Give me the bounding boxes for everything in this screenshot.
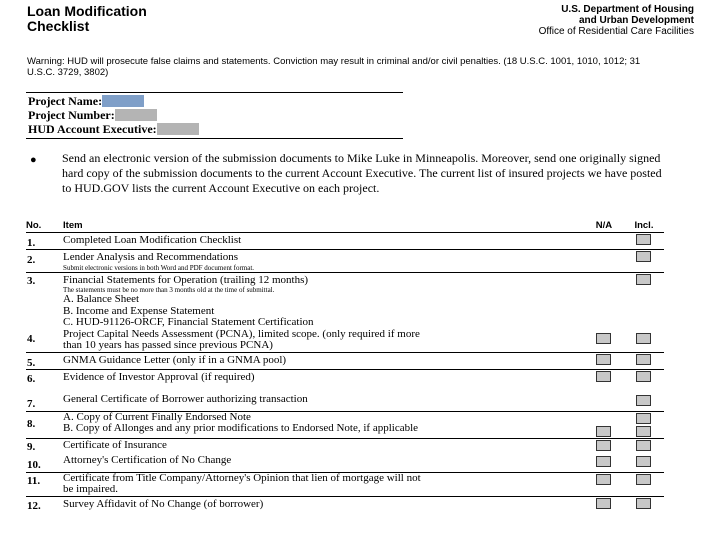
header-no: No. [26, 220, 63, 232]
item-text: Lender Analysis and Recommendations [63, 251, 239, 263]
table-row [26, 411, 664, 438]
redacted-project-number [115, 109, 157, 121]
included-checkbox[interactable] [636, 440, 651, 451]
header-na: N/A [584, 220, 624, 232]
project-number-label: Project Number: [28, 108, 115, 122]
agency-line-3: Office of Residential Care Facilities [538, 26, 694, 37]
item-subtext: B. Income and Expense Statement [63, 304, 215, 317]
included-checkbox[interactable] [636, 498, 651, 509]
item-subtext: B. Copy of Allonges and any prior modifications to Endorsed Note, if applicable [63, 422, 419, 434]
title-line-2: Checklist [27, 18, 90, 34]
included-checkbox[interactable] [636, 395, 651, 406]
na-checkbox[interactable] [596, 474, 611, 485]
included-checkbox[interactable] [636, 426, 651, 437]
table-row [26, 352, 664, 370]
included-checkbox[interactable] [636, 354, 651, 365]
item-text: Evidence of Investor Approval (if required) [63, 371, 255, 383]
item-number: 7. [26, 394, 63, 411]
project-name-row [28, 94, 403, 108]
item-subtext: C. HUD-91126-ORCF, Financial Statement Certification [63, 316, 314, 328]
included-checkbox[interactable] [636, 456, 651, 467]
agency-block [539, 4, 694, 37]
account-executive-row [28, 122, 403, 136]
item-text: Completed Loan Modification Checklist [63, 232, 584, 250]
na-checkbox[interactable] [596, 333, 611, 344]
item-text: GNMA Guidance Letter (only if in a GNMA pool) [63, 352, 584, 370]
table-row [26, 250, 664, 273]
account-executive-label: HUD Account Executive: [28, 122, 157, 136]
document-title [27, 4, 147, 34]
included-checkbox[interactable] [636, 413, 651, 424]
header-item: Item [63, 220, 584, 232]
redacted-account-executive [157, 123, 199, 135]
na-checkbox[interactable] [596, 426, 611, 437]
included-checkbox[interactable] [636, 474, 651, 485]
table-row [26, 232, 664, 250]
redacted-project-name [102, 95, 144, 107]
header-incl: Incl. [624, 220, 664, 232]
item-number: 3. [27, 274, 36, 287]
item-number: 6. [27, 373, 36, 385]
table-row [26, 455, 664, 472]
item-text: Project Capital Needs Assessment (PCNA), limited scope. (only required if more [63, 327, 420, 340]
checklist-table [26, 220, 664, 513]
table-row [26, 370, 664, 395]
item-number: 4. [26, 329, 63, 353]
table-row [26, 438, 664, 455]
item-number: 12. [27, 499, 41, 512]
agency-line-1: U.S. Department of Housing [561, 4, 694, 15]
warning-text: Warning: HUD will prosecute false claims and statements. Conviction may result in criminal and/or civil penalties. (18 U.S.C. 1001, 1010, 1012; 31 U.S.C. 3729, 3802) [27, 56, 641, 78]
item-subtext: A. Copy of Current Finally Endorsed Note [63, 410, 251, 423]
item-text: General Certificate of Borrower authorizing transaction [63, 394, 584, 411]
na-checkbox[interactable] [596, 440, 611, 451]
project-info-box [26, 92, 403, 139]
instruction-paragraph: Send an electronic version of the submission documents to Mike Luke in Minneapolis. Moreover, send one originally signed hard copy of the submission documents to the current Account Executive. The current list of insured projects we have posted to HUD.GOV lists the current Account Executive on each project. [62, 151, 662, 195]
item-note: Submit electronic versions in both Word and PDF document format. [63, 263, 255, 272]
item-text: Certificate from Title Company/Attorney's Opinion that lien of mortgage will not [63, 471, 421, 484]
table-row [26, 496, 664, 513]
na-checkbox[interactable] [596, 371, 611, 382]
item-subtext: A. Balance Sheet [63, 293, 140, 305]
included-checkbox[interactable] [636, 251, 651, 262]
table-row [26, 329, 664, 353]
agency-line-2: and Urban Development [578, 15, 694, 26]
item-text: Financial Statements for Operation (trailing 12 months) [63, 273, 309, 286]
item-number: 9. [27, 440, 36, 453]
item-text: Survey Affidavit of No Change (of borrower) [63, 497, 264, 510]
item-number: 1. [26, 232, 63, 250]
title-line-1: Loan Modification [27, 3, 147, 19]
table-header [26, 220, 664, 232]
na-checkbox[interactable] [596, 498, 611, 509]
included-checkbox[interactable] [636, 371, 651, 382]
item-number: 5. [26, 352, 63, 370]
item-number: 11. [26, 472, 63, 496]
item-number: 8. [26, 411, 63, 438]
table-row [26, 394, 664, 411]
item-number: 10. [26, 455, 63, 472]
table-row [26, 472, 664, 496]
project-number-row [28, 108, 403, 122]
included-checkbox[interactable] [636, 234, 651, 245]
item-number: 2. [26, 250, 63, 273]
na-checkbox[interactable] [596, 354, 611, 365]
table-row [26, 272, 664, 329]
included-checkbox[interactable] [636, 274, 651, 285]
item-text-continued: than 10 years has passed since previous PCNA) [63, 339, 273, 351]
included-checkbox[interactable] [636, 333, 651, 344]
item-text: Attorney's Certification of No Change [63, 455, 584, 472]
item-text-continued: be impaired. [63, 483, 119, 495]
item-note: The statements must be no more than 3 months old at the time of submittal. [63, 286, 275, 294]
item-text: Certificate of Insurance [63, 438, 167, 451]
bullet-icon: ● [30, 154, 37, 166]
na-checkbox[interactable] [596, 456, 611, 467]
project-name-label: Project Name: [28, 94, 103, 108]
